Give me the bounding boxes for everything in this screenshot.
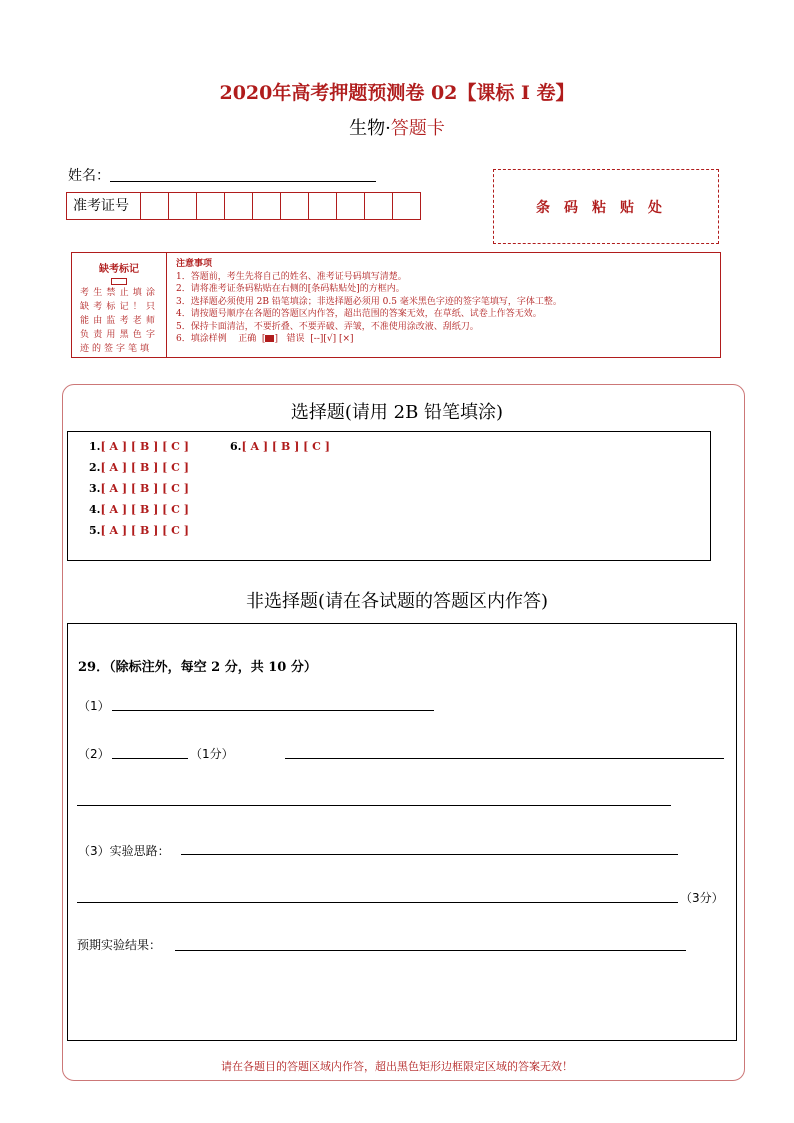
notice-item: 2．请将准考证条码粘贴在右侧的[条码粘贴处]的方框内。: [176, 284, 405, 294]
part-3-label: （3）实验思路：: [78, 844, 170, 858]
answer-line-3b[interactable]: [77, 902, 678, 903]
wrong-marks: [--][√] [×]: [310, 334, 354, 344]
mc-question-1[interactable]: 1.[ A ] [ B ] [ C ]: [89, 440, 189, 453]
notice-item: 5．保持卡面清洁，不要折叠、不要弄破、弄皱，不准使用涂改液、刮纸刀。: [176, 321, 479, 332]
part-2-points: （1分）: [190, 747, 234, 761]
part-2-label: （2）: [78, 747, 110, 761]
answer-line-3a[interactable]: [181, 854, 678, 855]
notice-item: 4．请按题号顺序在各题的答题区内作答，超出范围的答案无效，在草纸、试卷上作答无效。: [176, 309, 542, 319]
example-label: 6．填涂样例: [176, 334, 227, 344]
exam-id-cell[interactable]: [309, 193, 337, 219]
notice-box: [71, 252, 721, 358]
notice-item: 3．选择题必须使用 2B 铅笔填涂；非选择题必须用 0.5 毫米黑色字迹的签字笔填写，字体工整。: [176, 296, 562, 307]
exam-id-cell[interactable]: [281, 193, 309, 219]
notice-item-example: 6．填涂样例 正确 [ ] 错误 [--][√] [×]: [176, 334, 354, 344]
answer-line-1[interactable]: [112, 710, 434, 711]
question-29-header: 29．（除标注外，每空 2 分，共 10 分）: [78, 660, 317, 675]
subtitle-card: 答题卡: [390, 118, 445, 139]
wrong-label: 错误: [286, 334, 305, 344]
notice-list: [176, 258, 562, 346]
barcode-area: 条码粘贴处: [493, 169, 719, 244]
part-1-label: （1）: [78, 699, 110, 713]
absent-mark-title: 缺考标记: [99, 264, 139, 275]
exam-id-cell[interactable]: [337, 193, 365, 219]
page-subtitle: [0, 114, 794, 140]
correct-label: 正确: [238, 334, 257, 344]
subtitle-subject: 生物·: [349, 118, 391, 139]
notice-heading: 注意事项: [176, 259, 213, 269]
answer-line-2a[interactable]: [112, 758, 188, 759]
answer-line-2b[interactable]: [285, 758, 724, 759]
part-3-points: （3分）: [680, 891, 724, 905]
exam-id-cell[interactable]: [197, 193, 225, 219]
absent-mark-checkbox[interactable]: [111, 278, 127, 285]
footer-warning: 请在各题目的答题区域内作答，超出黑色矩形边框限定区域的答案无效！: [221, 1060, 573, 1073]
name-field[interactable]: [110, 181, 376, 182]
exam-id-box: [66, 192, 421, 220]
mc-question-6[interactable]: 6.[ A ] [ B ] [ C ]: [230, 440, 330, 453]
notice-item: 1．答题前，考生先将自己的姓名、准考证号码填写清楚。: [176, 271, 407, 282]
exam-id-cell[interactable]: [393, 193, 420, 219]
exam-id-cell[interactable]: [225, 193, 253, 219]
absent-mark-panel: [72, 253, 167, 357]
free-answer-box: [67, 623, 737, 1041]
name-label: 姓名：: [68, 168, 110, 184]
answer-line-2c[interactable]: [77, 805, 671, 806]
mc-question-4[interactable]: 4.[ A ] [ B ] [ C ]: [89, 503, 189, 516]
answer-line-result[interactable]: [175, 950, 686, 951]
exam-id-cell[interactable]: [253, 193, 281, 219]
result-label: 预期实验结果：: [77, 938, 162, 952]
exam-id-cell[interactable]: [141, 193, 169, 219]
mc-question-5[interactable]: 5.[ A ] [ B ] [ C ]: [89, 524, 189, 537]
absent-mark-text: 考生禁止填涂缺考标记！只能由监考老师负责用黑色字迹的签字笔填: [80, 288, 158, 354]
mc-question-2[interactable]: 2.[ A ] [ B ] [ C ]: [89, 461, 189, 474]
page-title: 2020年高考押题预测卷 02【课标 I 卷】: [219, 82, 575, 104]
exam-id-label: 准考证号: [67, 193, 141, 219]
free-section-title: 非选择题(请在各试题的答题区内作答): [245, 591, 549, 612]
exam-id-cell[interactable]: [169, 193, 197, 219]
filled-example-icon: [265, 335, 274, 342]
exam-id-cell[interactable]: [365, 193, 393, 219]
mc-question-3[interactable]: 3.[ A ] [ B ] [ C ]: [89, 482, 189, 495]
mc-section-title: 选择题(请用 2B 铅笔填涂): [290, 402, 504, 423]
